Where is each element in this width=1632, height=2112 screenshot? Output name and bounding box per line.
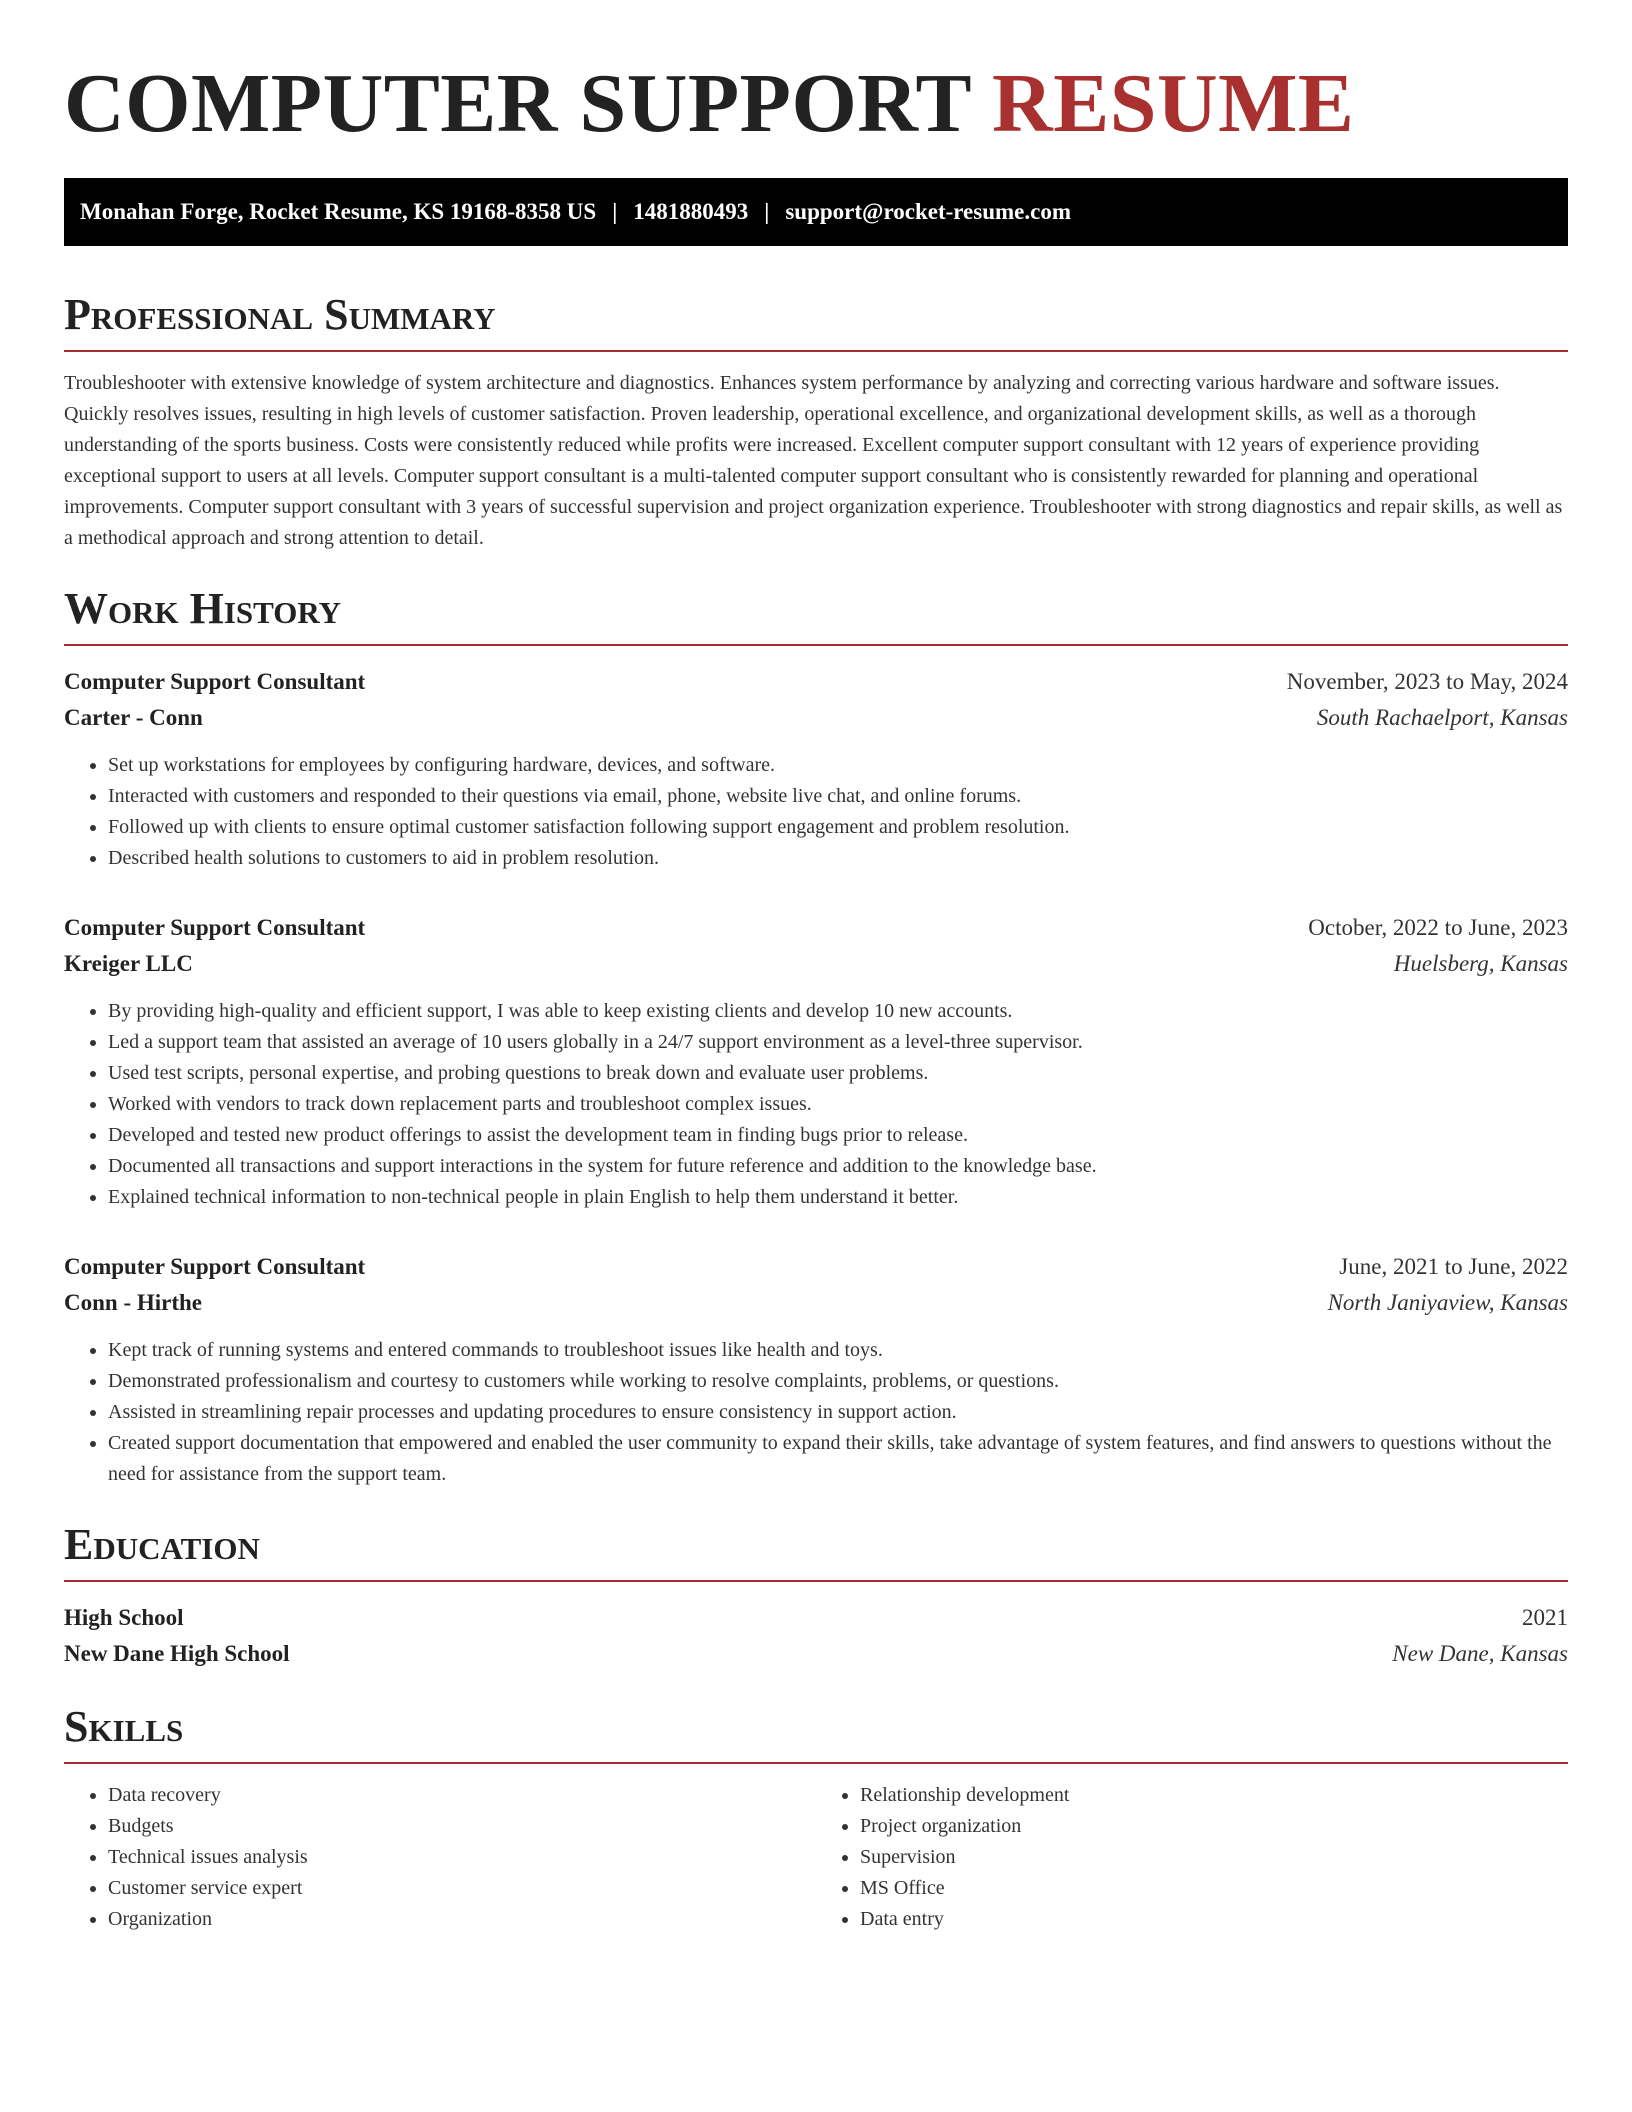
job-dates: November, 2023 to May, 2024	[1286, 669, 1568, 694]
job-bullet: • Kept track of running systems and entered commands to troubleshoot issues like health and toys.	[108, 1335, 1568, 1366]
job-bullet: • Developed and tested new product offerings to assist the development team in finding bugs prior to release.	[108, 1120, 1568, 1151]
job-company: Conn - Hirthe	[64, 1290, 202, 1315]
job-bullet: • Demonstrated professionalism and courtesy to customers while working to resolve complaints, problems, or questions.	[108, 1366, 1568, 1397]
contact-separator: |	[764, 199, 770, 224]
work-history-section	[64, 584, 1568, 1490]
skill-item: • Customer service expert	[108, 1873, 816, 1904]
title-main: COMPUTER SUPPORT	[64, 57, 971, 150]
job-bullet-list	[64, 996, 1568, 1213]
education-school: New Dane High School	[64, 1641, 290, 1666]
education-entry	[64, 1600, 1568, 1672]
contact-phone: 1481880493	[633, 199, 749, 224]
job-bullet: • Interacted with customers and responded to their questions via email, phone, website live chat, and online forums.	[108, 781, 1568, 812]
job-bullet: • Followed up with clients to ensure optimal customer satisfaction following support engagement and problem resolution.	[108, 812, 1568, 843]
section-heading-education: Education	[64, 1520, 1568, 1582]
job-company-row	[64, 700, 1568, 736]
skill-item: • Data entry	[860, 1904, 1568, 1935]
skill-item: • Budgets	[108, 1811, 816, 1842]
job-bullet: • Explained technical information to non-technical people in plain English to help them understand it better.	[108, 1182, 1568, 1213]
summary-section	[64, 290, 1568, 554]
skill-item: • Supervision	[860, 1842, 1568, 1873]
job-location: South Rachaelport, Kansas	[1316, 705, 1568, 730]
job-bullet: • Documented all transactions and support interactions in the system for future reference and addition to the knowledge base.	[108, 1151, 1568, 1182]
job-bullet: • Assisted in streamlining repair processes and updating procedures to ensure consistency in support action.	[108, 1397, 1568, 1428]
education-year: 2021	[1522, 1605, 1568, 1630]
skills-columns	[64, 1780, 1568, 1935]
education-school-row	[64, 1636, 1568, 1672]
section-heading-skills: Skills	[64, 1702, 1568, 1764]
job-header-row	[64, 664, 1568, 700]
job-location: North Janiyaview, Kansas	[1327, 1290, 1568, 1315]
skills-section	[64, 1702, 1568, 1935]
education-location: New Dane, Kansas	[1392, 1641, 1568, 1666]
job-header-row	[64, 910, 1568, 946]
skills-list-left	[64, 1780, 816, 1935]
education-section	[64, 1520, 1568, 1672]
skill-item: • Technical issues analysis	[108, 1842, 816, 1873]
job-company-row	[64, 1285, 1568, 1321]
job-bullet: • By providing high-quality and efficient support, I was able to keep existing clients and develop 10 new accounts.	[108, 996, 1568, 1027]
job-bullet: • Created support documentation that empowered and enabled the user community to expand their skills, take advantage of system features, and find answers to questions without the need for assistance from the support team.	[108, 1428, 1568, 1490]
skill-item: • Data recovery	[108, 1780, 816, 1811]
contact-address: Monahan Forge, Rocket Resume, KS 19168-8358 US	[80, 199, 597, 224]
job-bullet-list	[64, 750, 1568, 874]
job-company-row	[64, 946, 1568, 982]
job-header-row	[64, 1249, 1568, 1285]
job-bullet: • Set up workstations for employees by configuring hardware, devices, and software.	[108, 750, 1568, 781]
skills-list-right	[816, 1780, 1568, 1935]
job-bullet: • Described health solutions to customers to aid in problem resolution.	[108, 843, 1568, 874]
contact-separator: |	[612, 199, 618, 224]
job-dates: October, 2022 to June, 2023	[1308, 915, 1568, 940]
skill-item: • Organization	[108, 1904, 816, 1935]
job-entry	[64, 910, 1568, 1213]
contact-email: support@rocket-resume.com	[785, 199, 1071, 224]
skill-item: • Relationship development	[860, 1780, 1568, 1811]
resume-title	[64, 56, 1568, 152]
job-title: Computer Support Consultant	[64, 669, 366, 694]
education-degree: High School	[64, 1605, 184, 1630]
contact-bar	[64, 178, 1568, 246]
job-bullet: • Worked with vendors to track down replacement parts and troubleshoot complex issues.	[108, 1089, 1568, 1120]
job-dates: June, 2021 to June, 2022	[1339, 1254, 1568, 1279]
section-heading-work-history: Work History	[64, 584, 1568, 646]
job-bullet: • Used test scripts, personal expertise, and probing questions to break down and evaluate user problems.	[108, 1058, 1568, 1089]
summary-text: Troubleshooter with extensive knowledge of system architecture and diagnostics. Enhances system performance by analyzing and correcting various hardware and software issues. Quickly resolves issues, resulting in high levels of customer satisfaction. Proven leadership, operational excellence, and organizational development skills, as well as a thorough understanding of the sports business. Costs were consistently reduced while profits were increased. Excellent computer support consultant with 12 years of experience providing exceptional support to users at all levels. Computer support consultant is a multi-talented computer support consultant who is consistently rewarded for planning and operational improvements. Computer support consultant with 3 years of successful supervision and project organization experience. Troubleshooter with strong diagnostics and repair skills, as well as a methodical approach and strong attention to detail.	[64, 372, 1563, 549]
job-bullet: • Led a support team that assisted an average of 10 users globally in a 24/7 support environment as a level-three supervisor.	[108, 1027, 1568, 1058]
title-accent: RESUME	[992, 57, 1355, 150]
job-title: Computer Support Consultant	[64, 915, 366, 940]
job-entry	[64, 1249, 1568, 1490]
job-entry	[64, 664, 1568, 874]
job-company: Kreiger LLC	[64, 951, 193, 976]
skill-item: • MS Office	[860, 1873, 1568, 1904]
skill-item: • Project organization	[860, 1811, 1568, 1842]
section-heading-summary: Professional Summary	[64, 290, 1568, 352]
job-title: Computer Support Consultant	[64, 1254, 366, 1279]
job-company: Carter - Conn	[64, 705, 203, 730]
education-header-row	[64, 1600, 1568, 1636]
job-location: Huelsberg, Kansas	[1393, 951, 1568, 976]
job-bullet-list	[64, 1335, 1568, 1490]
